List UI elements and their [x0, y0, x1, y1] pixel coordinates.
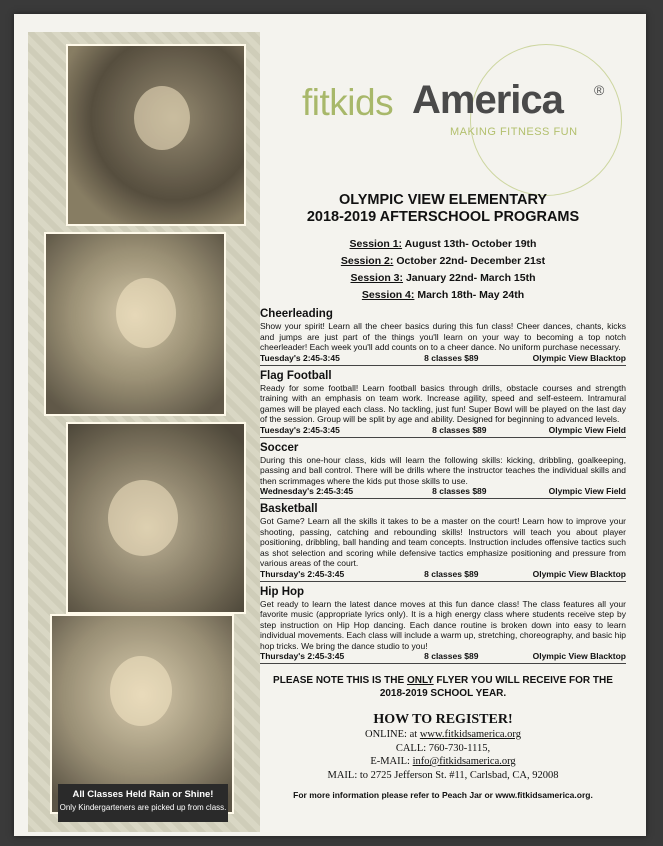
- register-call: CALL: 760-730-1115,: [395, 742, 491, 754]
- session-dates: October 22nd- December 21st: [396, 255, 546, 267]
- program-title: Flag Football: [260, 369, 332, 382]
- session-item: [260, 236, 626, 253]
- notice-only: ONLY: [406, 675, 434, 686]
- how-to-register: [260, 712, 626, 782]
- photo-boy-football: [66, 44, 246, 226]
- program-details: [260, 651, 626, 661]
- website-link[interactable]: www.fitkidsamerica.org: [419, 729, 521, 740]
- program-details: [260, 486, 626, 496]
- session-item: [260, 270, 626, 287]
- program-schedule: Thursday's 2:45-3:45: [260, 568, 345, 579]
- notice-pre: PLEASE NOTE THIS IS THE: [273, 675, 407, 686]
- caption-line-2: Only Kindergarteners are picked up from class.: [59, 803, 227, 812]
- program-description: Get ready to learn the latest dance moves at this fun dance class! The class features all your favorite music (appropriate lyrics only). It is a high energy class where students receive step by step instruction on Hip Hop dancing. Each dance routine is broken down into easy to learn individual movements. Each class will include a warm up, stretching, choreography, and basic hip hop tricks. We bring the dance studio to you!: [260, 598, 626, 651]
- caption-line-1: All Classes Held Rain or Shine!: [72, 789, 214, 800]
- email-label: E-MAIL:: [370, 756, 413, 767]
- notice-post: FLYER YOU WILL RECEIVE FOR THE: [433, 675, 613, 686]
- program-title: Basketball: [260, 503, 318, 515]
- program-details: [260, 353, 626, 363]
- program-schedule: Tuesday's 2:45-3:45: [260, 352, 340, 363]
- program-price: 8 classes $89: [432, 486, 487, 496]
- session-dates: August 13th- October 19th: [404, 238, 537, 250]
- session-label: Session 1:: [349, 238, 403, 250]
- photo-boy-lacrosse: [66, 422, 246, 614]
- online-label: ONLINE: at: [364, 729, 420, 740]
- session-dates: January 22nd- March 15th: [405, 272, 536, 284]
- session-label: Session 3:: [350, 272, 404, 284]
- register-heading: HOW TO REGISTER!: [373, 712, 513, 727]
- main-content: [260, 192, 626, 800]
- program-basketball: [260, 503, 626, 582]
- program-title: Cheerleading: [260, 308, 333, 320]
- program-year-title: 2018-2019 AFTERSCHOOL PROGRAMS: [306, 209, 580, 225]
- session-list: [260, 236, 626, 304]
- flyer-page: [14, 14, 646, 836]
- program-price: 8 classes $89: [432, 424, 487, 435]
- program-location: Olympic View Field: [548, 486, 626, 496]
- program-location: Olympic View Blacktop: [532, 568, 626, 579]
- program-soccer: [260, 442, 626, 500]
- register-email: [260, 755, 626, 769]
- program-flag-football: [260, 370, 626, 438]
- program-description: Ready for some football! Learn football basics through drills, obstacle courses and strength training with an emphasis on team work. Increase agility, speed and self-esteem. Intramural games will be played each class. No tackling, just fun! Super Bowl will be played on the last day of the session. Group will be split by age and ability. Designed for beginning to advanced levels.: [260, 382, 626, 424]
- program-description: Got Game? Learn all the skills it takes to be a master on the court! Learn how to improve your shooting, passing, catching and rebounding skills! Instructors will teach you about player positioning, dribbling, ball handing and team concepts. Instruction includes offensive tactics such as shot selection and scoring while defensive tactics emphasize positioning and pressure from various areas of the court.: [260, 516, 626, 568]
- program-hip-hop: [260, 586, 626, 665]
- program-price: 8 classes $89: [424, 568, 479, 579]
- email-link[interactable]: info@fitkidsamerica.org: [412, 756, 516, 767]
- program-description: During this one-hour class, kids will learn the following skills: kicking, dribbling, goalkeeping, passing and ball control. There will be drills where the instructor teaches the individual skills and then scrimmages where the kids put those skills to use.: [260, 454, 626, 486]
- more-info: For more information please refer to Peach Jar or www.fitkidsamerica.org.: [293, 790, 593, 800]
- notice-line-2: 2018-2019 SCHOOL YEAR.: [379, 688, 507, 699]
- program-description: Show your spirit! Learn all the cheer basics during this fun class! Cheer dances, chants, kicks and jumps are just part of the things you'll learn on your way to becoming a top notch cheerleader! Each week you'll add counts on to a cheer dance. No uniform purchase necessary.: [260, 321, 626, 352]
- logo-america: America: [412, 78, 563, 122]
- program-details: [260, 425, 626, 435]
- session-label: Session 4:: [361, 289, 415, 301]
- program-title: Soccer: [260, 441, 299, 454]
- program-cheerleading: [260, 308, 626, 366]
- logo-registered-mark: ®: [594, 82, 605, 98]
- program-title: Hip Hop: [260, 585, 305, 598]
- logo-fitkids: fitkids: [302, 82, 394, 123]
- rain-or-shine-caption: [58, 784, 228, 822]
- photo-girl-cheer: [44, 232, 226, 416]
- only-flyer-notice: [260, 674, 626, 700]
- program-schedule: Wednesday's 2:45-3:45: [260, 486, 354, 496]
- session-item: [260, 287, 626, 304]
- program-details: [260, 569, 626, 579]
- session-dates: March 18th- May 24th: [417, 289, 525, 301]
- program-price: 8 classes $89: [424, 352, 479, 363]
- logo-tagline: MAKING FITNESS FUN: [450, 126, 578, 138]
- program-location: Olympic View Blacktop: [532, 651, 626, 661]
- register-mail: MAIL: to 2725 Jefferson St. #11, Carlsbad, CA, 92008: [327, 769, 559, 781]
- session-item: [260, 253, 626, 270]
- register-online: [260, 728, 626, 742]
- program-price: 8 classes $89: [424, 651, 479, 661]
- school-name: OLYMPIC VIEW ELEMENTARY: [338, 192, 548, 208]
- program-schedule: Thursday's 2:45-3:45: [260, 651, 345, 661]
- session-label: Session 2:: [340, 255, 394, 267]
- program-location: Olympic View Blacktop: [532, 352, 626, 363]
- program-schedule: Tuesday's 2:45-3:45: [260, 424, 340, 435]
- program-location: Olympic View Field: [548, 424, 626, 435]
